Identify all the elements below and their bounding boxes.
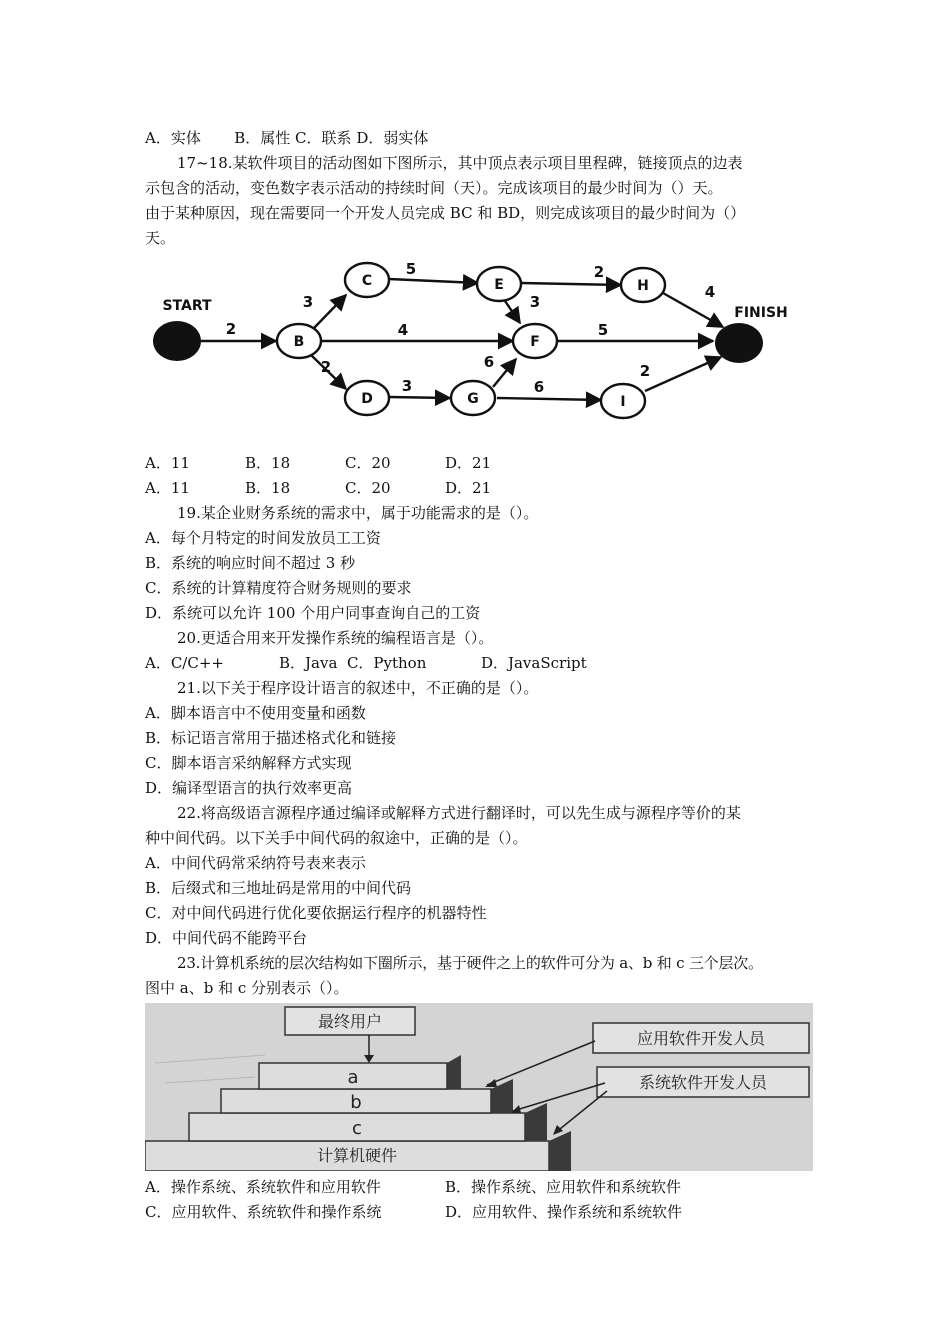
weight-e-f: 3	[529, 293, 541, 311]
node-b-label: B	[293, 334, 305, 350]
q18-option-a: A．11	[145, 479, 190, 497]
q19-stem: 19.某企业财务系统的需求中，属于功能需求的是（）。	[177, 504, 539, 522]
activity-network-diagram	[143, 255, 813, 445]
weight-g-i: 6	[533, 378, 545, 396]
q23-stem-line2: 图中 a、b 和 c 分别表示（）。	[145, 979, 349, 997]
node-d-label: D	[361, 391, 373, 407]
edge-d-g	[389, 397, 450, 398]
q17-options	[145, 451, 825, 476]
q18-option-d: D．21	[445, 479, 492, 497]
end-user-label: 最终用户	[317, 1012, 383, 1031]
start-node	[153, 321, 201, 361]
weight-g-f: 6	[483, 353, 495, 371]
q16-option-a: A．实体	[145, 129, 201, 147]
q23-option-d: D．应用软件、操作系统和系统软件	[445, 1203, 683, 1221]
q21-option-a: A．脚本语言中不使用变量和函数	[145, 704, 366, 722]
q21-option-b: B．标记语言常用于描述格式化和链接	[145, 729, 397, 747]
q19-option-c: C．系统的计算精度符合财务规则的要求	[145, 579, 412, 597]
finish-label: FINISH	[734, 305, 788, 321]
edge-b-c	[313, 295, 346, 329]
q16-options	[145, 126, 825, 151]
q16-option-c: C．联系	[295, 129, 352, 147]
q20-option-b: B．Java	[279, 654, 338, 672]
q16-option-d: D．弱实体	[356, 129, 429, 147]
weight-c-e: 5	[405, 260, 417, 278]
q22-option-c: C．对中间代码进行优化要依据运行程序的机器特性	[145, 904, 487, 922]
q16-option-b: B．属性	[234, 129, 291, 147]
q19-option-d: D．系统可以允许 100 个用户同事查询自己的工资	[145, 604, 481, 622]
node-f-label: F	[530, 334, 540, 350]
layer-b-label: b	[350, 1092, 362, 1113]
edge-c-e	[389, 279, 478, 283]
q23-option-b: B．操作系统、应用软件和系统软件	[445, 1178, 682, 1196]
layer-c-label: c	[352, 1118, 362, 1139]
q19-option-b: B．系统的响应时间不超过 3 秒	[145, 554, 356, 572]
q20-option-c: C．Python	[346, 654, 427, 672]
weight-b-d: 2	[320, 358, 332, 376]
weight-b-c: 3	[302, 293, 314, 311]
q18-option-c: C．20	[345, 479, 391, 497]
q23-option-a: A．操作系统、系统软件和应用软件	[145, 1178, 381, 1196]
finish-node	[715, 323, 763, 363]
q20-option-d: D．JavaScript	[480, 654, 587, 672]
layer-a-label: a	[347, 1067, 359, 1088]
weight-f-finish: 5	[597, 321, 609, 339]
edge-i-finish	[645, 357, 721, 391]
q17-option-b: B．18	[245, 454, 291, 472]
node-g-label: G	[467, 391, 479, 407]
q21-option-d: D．编译型语言的执行效率更高	[145, 779, 353, 797]
node-c-label: C	[361, 273, 373, 289]
edge-e-f	[505, 301, 520, 323]
q20-option-a: A．C/C++	[145, 654, 224, 672]
weight-b-f: 4	[397, 321, 409, 339]
q22-stem-line2: 种中间代码。以下关手中间代码的叙途中，正确的是（）。	[145, 829, 528, 847]
q22-stem-line1: 22.将高级语言源程序通过编译或解释方式进行翻译时，可以先生成与源程序等价的某	[177, 804, 741, 822]
weight-d-g: 3	[401, 377, 413, 395]
q23-option-c: C．应用软件、系统软件和操作系统	[145, 1203, 382, 1221]
q17-option-a: A．11	[145, 454, 190, 472]
edge-e-h	[521, 283, 621, 285]
edge-g-f	[493, 359, 516, 387]
q23-options-row1	[145, 1175, 825, 1200]
q17-option-c: C．20	[345, 454, 391, 472]
node-h-label: H	[637, 278, 649, 294]
weight-i-finish: 2	[639, 362, 651, 380]
q23-stem-line1: 23.计算机系统的层次结构如下圈所示，基于硬件之上的软件可分为 a、b 和 c 三个层次。	[177, 954, 763, 972]
weight-h-finish: 4	[704, 283, 716, 301]
q20-options	[145, 651, 825, 676]
node-i-label: I	[620, 394, 626, 410]
edge-g-i	[497, 398, 601, 400]
q19-option-a: A．每个月特定的时间发放员工工资	[145, 529, 381, 547]
q22-option-b: B．后缀式和三地址码是常用的中间代码	[145, 879, 412, 897]
app-dev-label: 应用软件开发人员	[636, 1029, 766, 1048]
sys-dev-label: 系统软件开发人员	[638, 1073, 768, 1092]
computer-layers-diagram	[145, 1003, 813, 1171]
q22-option-d: D．中间代码不能跨平台	[145, 929, 308, 947]
q20-stem: 20.更适合用来开发操作系统的编程语言是（）。	[177, 629, 494, 647]
q23-options-row2	[145, 1200, 825, 1225]
q18-option-b: B．18	[245, 479, 291, 497]
start-label: START	[162, 298, 212, 314]
q18-options	[145, 476, 825, 501]
q22-option-a: A．中间代码常采纳符号表来表示	[145, 854, 366, 872]
node-e-label: E	[494, 277, 504, 293]
q17-stem-line2: 示包含的活动，变色数字表示活动的持续时间（天）。完成该项目的最少时间为（）天。	[145, 179, 723, 197]
q21-option-c: C．脚本语言采纳解释方式实现	[145, 754, 352, 772]
q17-stem-line4: 天。	[145, 229, 176, 247]
weight-e-h: 2	[593, 263, 605, 281]
q17-option-d: D．21	[445, 454, 492, 472]
q17-stem-line3: 由于某种原因，现在需要同一个开发人员完成 BC 和 BD，则完成该项目的最少时间为（）	[145, 204, 746, 222]
hardware-label: 计算机硬件	[316, 1146, 398, 1165]
q17-stem-line1: 17~18.某软件项目的活动图如下图所示，其中顶点表示项目里程碑，链接顶点的边表	[177, 154, 743, 172]
q21-stem: 21.以下关于程序设计语言的叙述中，不正确的是（）。	[177, 679, 539, 697]
weight-start-b: 2	[225, 320, 237, 338]
document-page	[145, 126, 825, 1225]
